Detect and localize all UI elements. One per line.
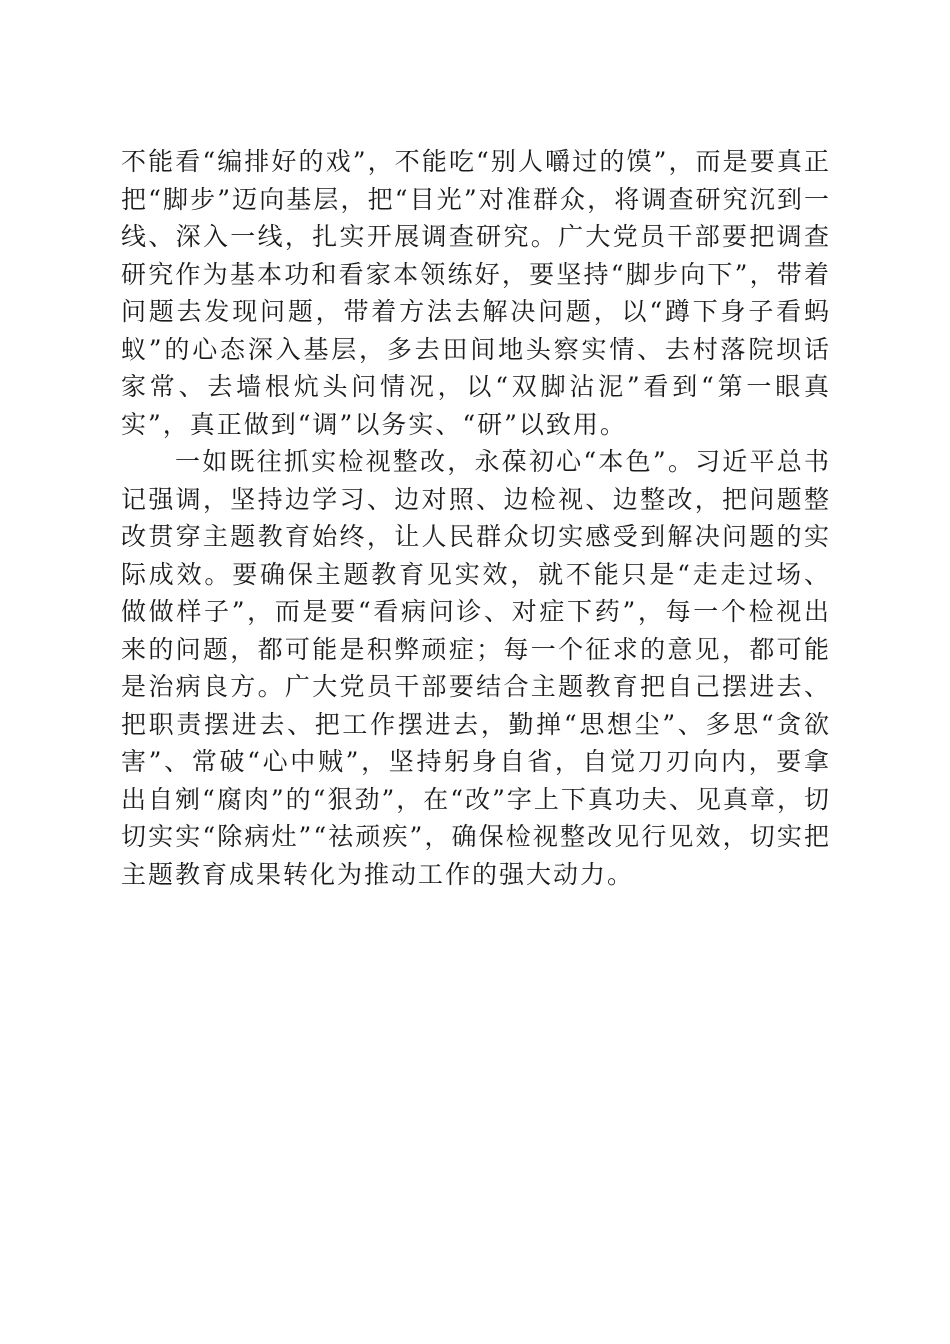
paragraph-continuation: 不能看“编排好的戏”，不能吃“别人嚼过的馍”，而是要真正把“脚步”迈向基层，把“目光”对准群众，将调查研究沉到一线、深入一线，扎实开展调查研究。广大党员干部要把调查研究作为基本功和看家本领练好，要坚持“脚步向下”，带着问题去发现问题，带着方法去解决问题，以“蹲下身子看蚂蚁”的心态深入基层，多去田间地头察实情、去村落院坝话家常、去墙根炕头问情况，以“双脚沾泥”看到“第一眼真实”，真正做到“调”以务实、“研”以致用。	[121, 147, 831, 439]
document-body	[121, 143, 831, 893]
paragraph-rectification: 一如既往抓实检视整改，永葆初心“本色”。习近平总书记强调，坚持边学习、边对照、边检视、边整改，把问题整改贯穿主题教育始终，让人民群众切实感受到解决问题的实际成效。要确保主题教育见实效，就不能只是“走走过场、做做样子”，而是要“看病问诊、对症下药”，每一个检视出来的问题，都可能是积弊顽症；每一个征求的意见，都可能是治病良方。广大党员干部要结合主题教育把自己摆进去、把职责摆进去、把工作摆进去，勤掸“思想尘”、多思“贪欲害”、常破“心中贼”，坚持躬身自省，自觉刀刃向内，要拿出自剜“腐肉”的“狠劲”，在“改”字上下真功夫、见真章，切切实实“除病灶”“祛顽疾”，确保检视整改见行见效，切实把主题教育成果转化为推动工作的强大动力。	[121, 447, 831, 889]
